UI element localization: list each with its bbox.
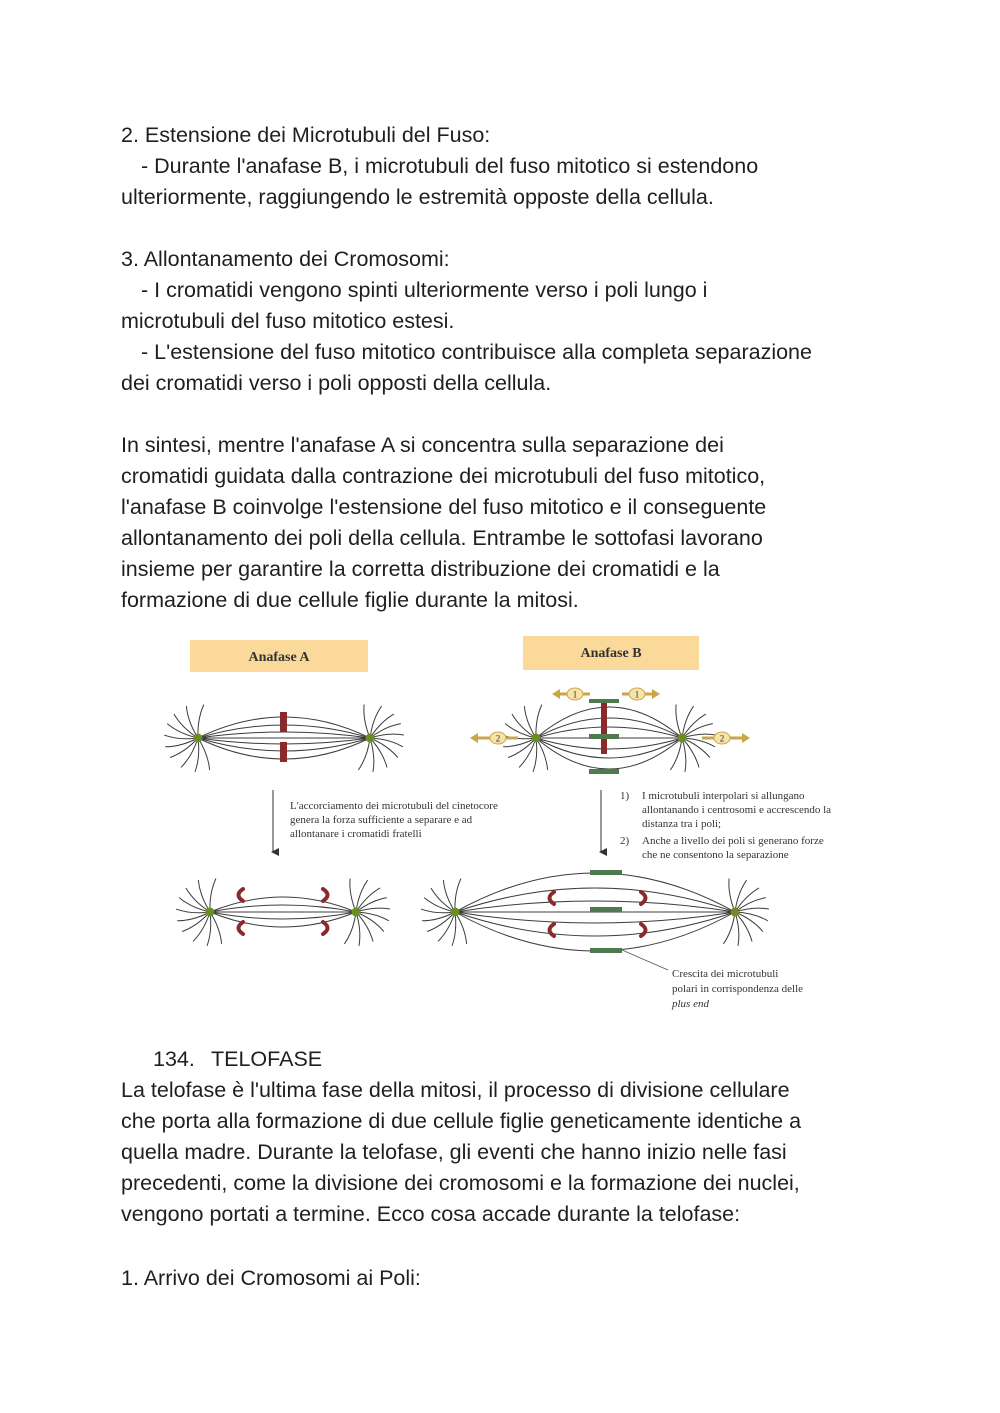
force-arrow-head [470, 733, 478, 743]
paragraph-line: - I cromatidi vengono spinti ulteriormente verso i poli lungo i [141, 278, 708, 302]
aster-ray [198, 705, 204, 738]
aster-ray [356, 880, 368, 912]
centrosome-pole [451, 908, 460, 917]
section-1 [121, 1263, 921, 1294]
aster-ray [443, 880, 455, 912]
aster-ray [735, 912, 763, 932]
paragraph-line: formazione di due cellule figlie durante la mitosi. [121, 588, 579, 612]
paragraph-line: - L'estensione del fuso mitotico contribuisce alla completa separazione [141, 340, 812, 364]
paragraph-line: che porta alla formazione di due cellule figlie geneticamente identiche a [121, 1109, 802, 1133]
overlap-band [590, 870, 622, 875]
growth-pointer-line [622, 950, 668, 970]
paragraph-line: l'anafase B coinvolge l'estensione del fuso mitotico e il conseguente [121, 495, 767, 519]
centrosome-pole [678, 734, 687, 743]
section-3-title: 3. Allontanamento dei Cromosomi: [121, 247, 450, 271]
aster-ray [370, 738, 374, 772]
paragraph-line: microtubuli del fuso mitotico estesi. [121, 309, 455, 333]
aster-ray [193, 912, 210, 941]
paragraph-line: cromatidi guidata dalla contrazione dei microtubuli del fuso mitotico, [121, 464, 766, 488]
aster-ray [198, 880, 210, 912]
aster-ray [452, 912, 456, 946]
centrosome-pole [731, 908, 740, 917]
growth-caption-line: Crescita dei microtubuli [672, 968, 779, 980]
spindle-fiber [536, 738, 682, 749]
section-2-title: 2. Estensione dei Microtubuli del Fuso: [121, 123, 491, 147]
chromatid [641, 924, 646, 936]
chromatid-pair [280, 742, 287, 762]
aster-ray [181, 738, 198, 767]
aster-ray [682, 738, 710, 758]
aster-ray [455, 879, 461, 912]
aster-ray [356, 912, 360, 946]
spindle-fiber [210, 905, 356, 912]
aster-ray [536, 705, 542, 738]
aster-ray [210, 912, 222, 944]
caption-b-number-1: 1) [620, 790, 630, 802]
chromatid [239, 922, 244, 934]
anafase-a-label: Anafase A [248, 650, 310, 665]
overlap-band [590, 948, 622, 953]
spindle-fiber [536, 707, 682, 738]
chromatid [550, 924, 555, 936]
section-title: TELOFASE [211, 1047, 323, 1071]
telofase-paragraph [121, 1075, 921, 1230]
anaphase-figure [150, 630, 860, 1020]
caption-a-line: allontanare i cromatidi fratelli [290, 828, 422, 840]
centrosome-pole [532, 734, 541, 743]
section-1-title: 1. Arrivo dei Cromosomi ai Poli: [121, 1266, 421, 1290]
chromatid [323, 922, 328, 934]
chromatid-pair [601, 702, 607, 754]
caption-b-line: distanza tra i poli; [642, 818, 722, 830]
aster-ray [735, 880, 747, 912]
force-badge-label: 2 [719, 733, 725, 744]
aster-ray [533, 738, 537, 772]
centrosome-pole [352, 908, 361, 917]
spindle-fiber [198, 732, 370, 738]
caption-b-line: Anche a livello dei poli si generano forze [642, 835, 824, 847]
chromatid [641, 892, 646, 904]
aster-ray [356, 912, 389, 921]
aster-ray [735, 912, 739, 946]
centrosome-pole [366, 734, 375, 743]
aster-ray [438, 912, 455, 941]
caption-b-line: allontanando i centrosomi e accrescendo la [642, 804, 832, 816]
paragraph-line: insieme per garantire la corretta distribuzione dei cromatidi e la [121, 557, 720, 581]
caption-b-line: che ne consentono la separazione [642, 849, 789, 861]
paragraph-line: ulteriormente, raggiungendo le estremità opposte della cellula. [121, 185, 714, 209]
aster-ray [682, 738, 686, 772]
chromatid [550, 892, 555, 904]
spindle-fiber [210, 912, 356, 919]
spindle-fiber [536, 738, 682, 758]
paragraph-line: La telofase è l'ultima fase della mitosi, il processo di divisione cellulare [121, 1078, 790, 1102]
aster-ray [350, 879, 356, 912]
caption-b-line: I microtubuli interpolari si allungano [642, 790, 805, 802]
section-3 [121, 244, 921, 399]
growth-caption-line: plus end [672, 998, 709, 1010]
aster-ray [370, 738, 398, 758]
summary-paragraph [121, 430, 921, 616]
centrosome-pole [194, 734, 203, 743]
telofase-heading [153, 1044, 322, 1075]
paragraph-line: quella madre. Durante la telofase, gli eventi che hanno inizio nelle fasi [121, 1140, 787, 1164]
section-2 [121, 120, 921, 213]
aster-ray [195, 738, 199, 772]
force-badge-label: 1 [572, 689, 578, 700]
chromatid [239, 889, 244, 901]
paragraph-line: precedenti, come la divisione dei cromosomi e la formazione dei nuclei, [121, 1171, 800, 1195]
aster-ray [524, 706, 536, 738]
caption-b-number-2: 2) [620, 835, 630, 847]
centrosome-pole [206, 908, 215, 917]
aster-ray [729, 879, 735, 912]
anaphase-diagram [150, 630, 860, 1020]
aster-ray [344, 912, 356, 944]
force-badge-label: 1 [634, 689, 640, 700]
force-arrow-head [652, 689, 660, 699]
anafase-b-label: Anafase B [580, 646, 642, 661]
chromatid [323, 889, 328, 901]
aster-ray [207, 912, 211, 946]
spindle-fiber [536, 738, 682, 769]
paragraph-line: dei cromatidi verso i poli opposti della cellula. [121, 371, 552, 395]
caption-a-line: genera la forza sufficiente a separare e ad [290, 814, 473, 826]
aster-ray [735, 912, 768, 921]
aster-ray [519, 738, 536, 767]
overlap-band [589, 699, 619, 703]
spindle-fiber [455, 912, 735, 923]
aster-ray [186, 706, 198, 738]
force-badge-label: 2 [495, 733, 501, 744]
paragraph-line: In sintesi, mentre l'anafase A si concentra sulla separazione dei [121, 433, 724, 457]
overlap-band [590, 907, 622, 912]
aster-ray [676, 705, 682, 738]
paragraph-line: - Durante l'anafase B, i microtubuli del fuso mitotico si estendono [141, 154, 759, 178]
aster-ray [370, 738, 403, 747]
aster-ray [682, 706, 694, 738]
force-arrow-head [742, 733, 750, 743]
section-number: 134. [153, 1047, 195, 1071]
aster-ray [364, 705, 370, 738]
aster-ray [370, 706, 382, 738]
overlap-band [589, 769, 619, 774]
force-arrow-head [552, 689, 560, 699]
paragraph-line: allontanamento dei poli della cellula. Entrambe le sottofasi lavorano [121, 526, 763, 550]
growth-caption-line: polari in corrispondenza delle [672, 983, 804, 995]
caption-a-line: L'accorciamento dei microtubuli del cinetocore [290, 800, 498, 812]
paragraph-line: vengono portati a termine. Ecco cosa accade durante la telofase: [121, 1202, 741, 1226]
chromatid-pair [280, 712, 287, 732]
aster-ray [210, 879, 216, 912]
aster-ray [356, 912, 384, 932]
overlap-band [589, 734, 619, 739]
